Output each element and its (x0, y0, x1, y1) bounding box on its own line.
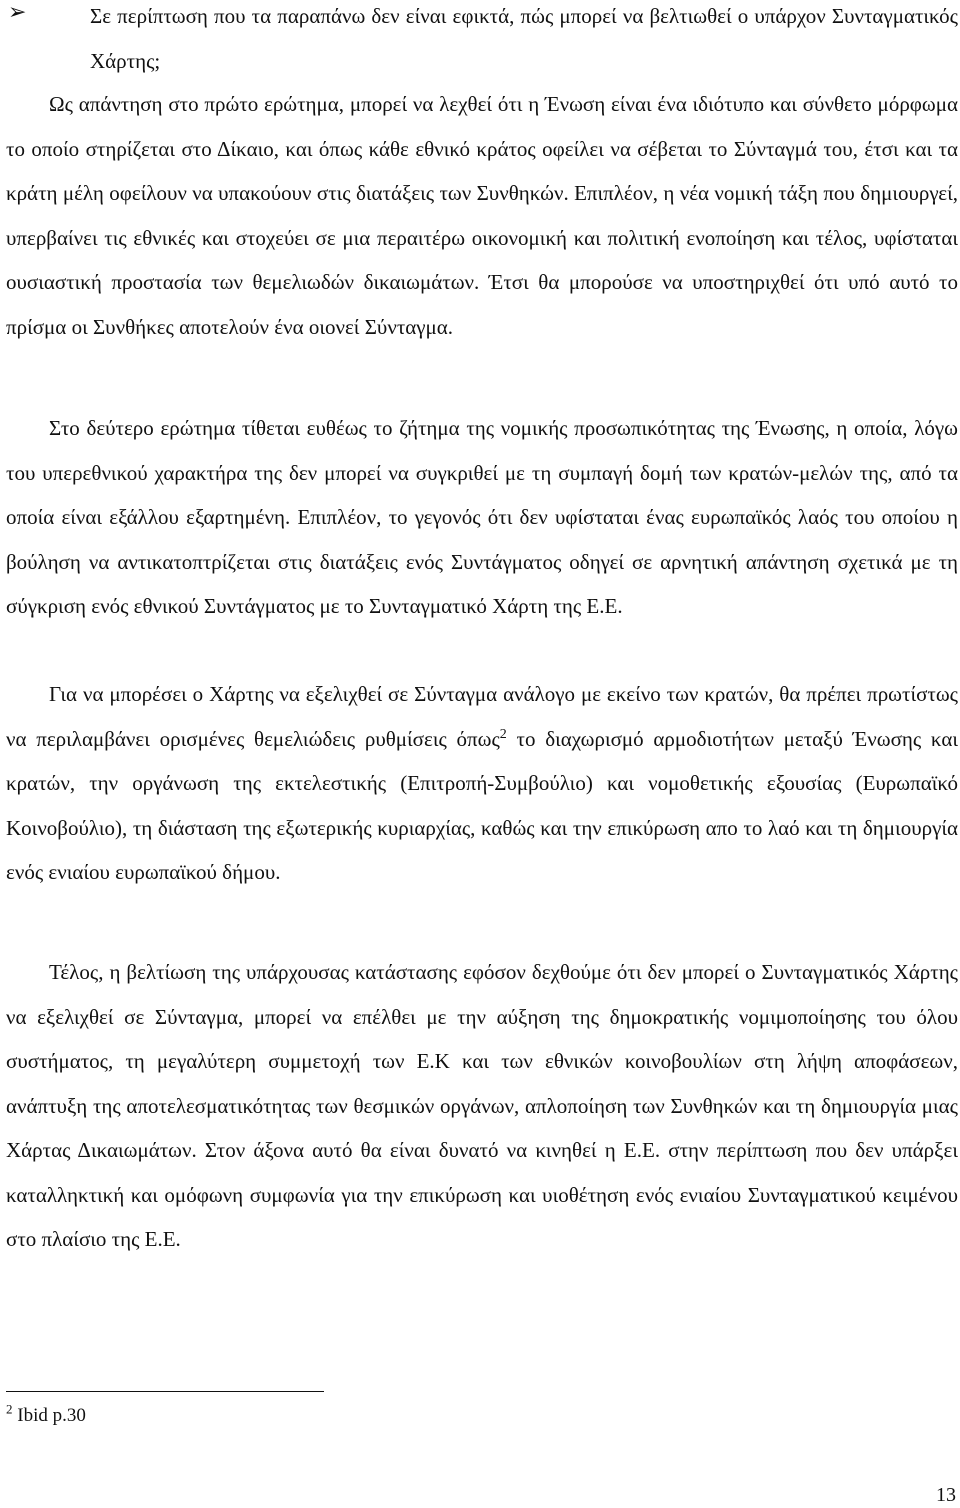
document-page (6, 0, 958, 1508)
bullet-question-text: Σε περίπτωση που τα παραπάνω δεν είναι εφικτά, πώς μπορεί να βελτιωθεί ο υπάρχον Συνταγματικός Χάρτης; (90, 4, 958, 73)
arrow-bullet-icon: ➢ (8, 0, 27, 25)
paragraph-charter-text-start: Για να μπορέσει ο Χάρτης να εξελιχθεί σε Σύνταγμα ανάλογο με εκείνο των κρατών, θα πρέπει πρωτίστως να περιλαμβάνει ορισμένες θεμελιώδεις ρυθμίσεις όπως (6, 682, 958, 751)
paragraph-charter-text-end: το διαχωρισμό αρμοδιοτήτων μεταξύ Ένωσης και κρατών, την οργάνωση της εκτελεστικής (Επιτροπή-Συμβούλιο) και νομοθετικής εξουσίας (Ευρωπαϊκό Κοινοβούλιο), τη διάσταση της εξωτερικής κυριαρχίας, καθώς και την επικύρωση απο το λαό και τη δημιουργία ενός ενιαίου ευρωπαϊκού δήμου. (6, 726, 958, 884)
paragraph-second-answer: Στο δεύτερο ερώτημα τίθεται ευθέως το ζήτημα της νομικής προσωπικότητας της Ένωσης, η οποία, λόγω του υπερεθνικού χαρακτήρα της δεν μπορεί να συγκριθεί με τη συμπαγή δομή των κρατών-μελών της, από τα οποία είναι εξάλλου εξαρτημένη. Επιπλέον, το γεγονός ότι δεν υφίσταται ένας ευρωπαϊκός λαός του οποίου η βούληση να αντικατοπτρίζεται στις διατάξεις ενός Συντάγματος οδηγεί σε αρνητική απάντηση σχετικά με τη σύγκριση ενός εθνικού Συντάγματος με το Συνταγματικό Χάρτη της Ε.Ε. (6, 416, 958, 618)
paragraph-first-answer: Ως απάντηση στο πρώτο ερώτημα, μπορεί να λεχθεί ότι η Ένωση είναι ένα ιδιότυπο και σύνθετο μόρφωμα το οποίο στηρίζεται στο Δίκαιο, και όπως κάθε εθνικό κράτος οφείλει να σέβεται το Σύνταγμά του, έτσι και τα κράτη μέλη οφείλουν να υπακούουν στις διατάξεις των Συνθηκών. Επιπλέον, η νέα νομική τάξη που δημιουργεί, υπερβαίνει τις εθνικές και στοχεύει σε μια περαιτέρω οικονομική και πολιτική ενοποίηση και τέλος, υφίσταται ουσιαστική προστασία των θεμελιωδών δικαιωμάτων. Έτσι θα μπορούσε να υποστηριχθεί ότι υπό αυτό το πρίσμα οι Συνθήκες αποτελούν ένα οιονεί Σύνταγμα. (6, 92, 958, 339)
page-number: 13 (936, 1484, 956, 1506)
paragraph-conclusion: Τέλος, η βελτίωση της υπάρχουσας κατάστασης εφόσον δεχθούμε ότι δεν μπορεί ο Συνταγματικός Χάρτης να εξελιχθεί σε Σύνταγμα, μπορεί να επέλθει με την αύξηση της δημοκρατικής νομιμοποίησης του όλου συστήματος, τη μεγαλύτερη συμμετοχή των Ε.Κ και των εθνικών κοινοβουλίων στη λήψη αποφάσεων, ανάπτυξη της αποτελεσματικότητας των θεσμικών οργάνων, απλοποίηση των Συνθηκών και τη δημιουργία μιας Χάρτας Δικαιωμάτων. Στον άξονα αυτό θα είναι δυνατό να κινηθεί η Ε.Ε. στην περίπτωση που δεν υπάρξει καταλληκτική και ομόφωνη συμφωνία για την επικύρωση και υιοθέτηση ενός ενιαίου Συνταγματικού κειμένου στο πλαίσιο της Ε.Ε. (6, 960, 958, 1251)
bullet-question (6, 0, 958, 83)
footnote-reference[interactable]: 2 (499, 726, 507, 742)
paragraph-charter-evolution (6, 672, 958, 895)
footnote-separator (6, 1391, 324, 1392)
footnote-number: 2 (6, 1401, 13, 1417)
footnote-text: Ibid p.30 (12, 1405, 86, 1426)
footnote (6, 1401, 86, 1428)
